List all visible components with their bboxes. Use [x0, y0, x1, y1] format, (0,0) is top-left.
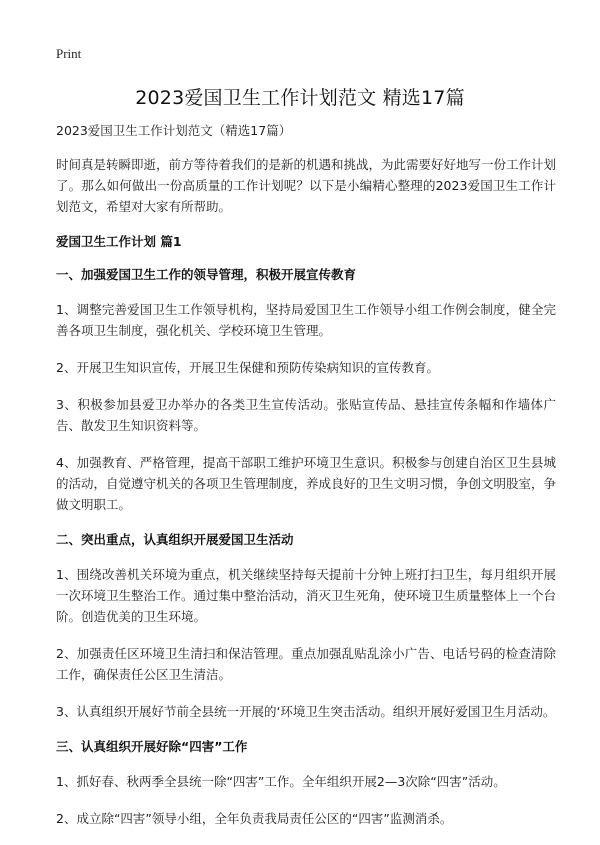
section-heading-2: 二、突出重点，认真组织开展爱国卫生活动	[56, 532, 294, 547]
section-2-item-3: 3、认真组织开展好节前全县统一开展的‘环境卫生突击活动。组织开展好爱国卫生月活动。	[56, 704, 556, 719]
document-title: 2023爱国卫生工作计划范文 精选17篇	[135, 87, 465, 109]
section-2-item-1: 1、围绕改善机关环境为重点，机关继续坚持每天提前十分钟上班打扫卫生，每月组织开展一次环境卫生整治工作。通过集中整治活动，消灭卫生死角，使环境卫生质量整体上一个台阶。创造优美的卫生环境。	[56, 567, 557, 624]
section-heading-3: 三、认真组织开展好除“四害”工作	[56, 739, 248, 754]
section-1-item-4: 4、加强教育、严格管理，提高干部职工维护环境卫生意识。积极参与创建自治区卫生县城的活动，自觉遵守机关的各项卫生管理制度，养成良好的卫生文明习惯，争创文明股室，争做文明职工。	[56, 455, 557, 512]
section-2-item-2: 2、加强责任区环境卫生清扫和保洁管理。重点加强乱贴乱涂小广告、电话号码的检查清除工作，确保责任公区卫生清洁。	[56, 646, 556, 682]
document-body	[56, 122, 556, 845]
article-heading: 爱国卫生工作计划 篇1	[56, 234, 182, 249]
section-3-item-1: 1、抓好春、秋两季全县统一除“四害”工作。全年组织开展2—3次除“四害”活动。	[56, 774, 506, 789]
document-subtitle: 2023爱国卫生工作计划范文（精选17篇）	[56, 123, 292, 138]
section-heading-1: 一、加强爱国卫生工作的领导管理，积极开展宣传教育	[56, 267, 357, 282]
section-1-item-2: 2、开展卫生知识宣传，开展卫生保健和预防传染病知识的宣传教育。	[56, 360, 439, 375]
section-1-item-3: 3、积极参加县爱卫办举办的各类卫生宣传活动。张贴宣传品、悬挂宣传条幅和作墙体广告、散发卫生知识资料等。	[56, 397, 556, 433]
intro-paragraph: 时间真是转瞬即逝，前方等待着我们的是新的机遇和挑战，为此需要好好地写一份工作计划了。那么如何做出一份高质量的工作计划呢？以下是小编精心整理的2023爱国卫生工作计划范文，希望对大家有所帮助。	[56, 157, 557, 214]
section-1-item-1: 1、调整完善爱国卫生工作领导机构，坚持局爱国卫生工作领导小组工作例会制度，健全完善各项卫生制度，强化机关、学校环境卫生管理。	[56, 302, 556, 338]
section-3-item-2: 2、成立除“四害”领导小组，全年负责我局责任公区的“四害”监测消杀。	[56, 811, 453, 826]
print-link[interactable]: Print	[56, 46, 82, 61]
